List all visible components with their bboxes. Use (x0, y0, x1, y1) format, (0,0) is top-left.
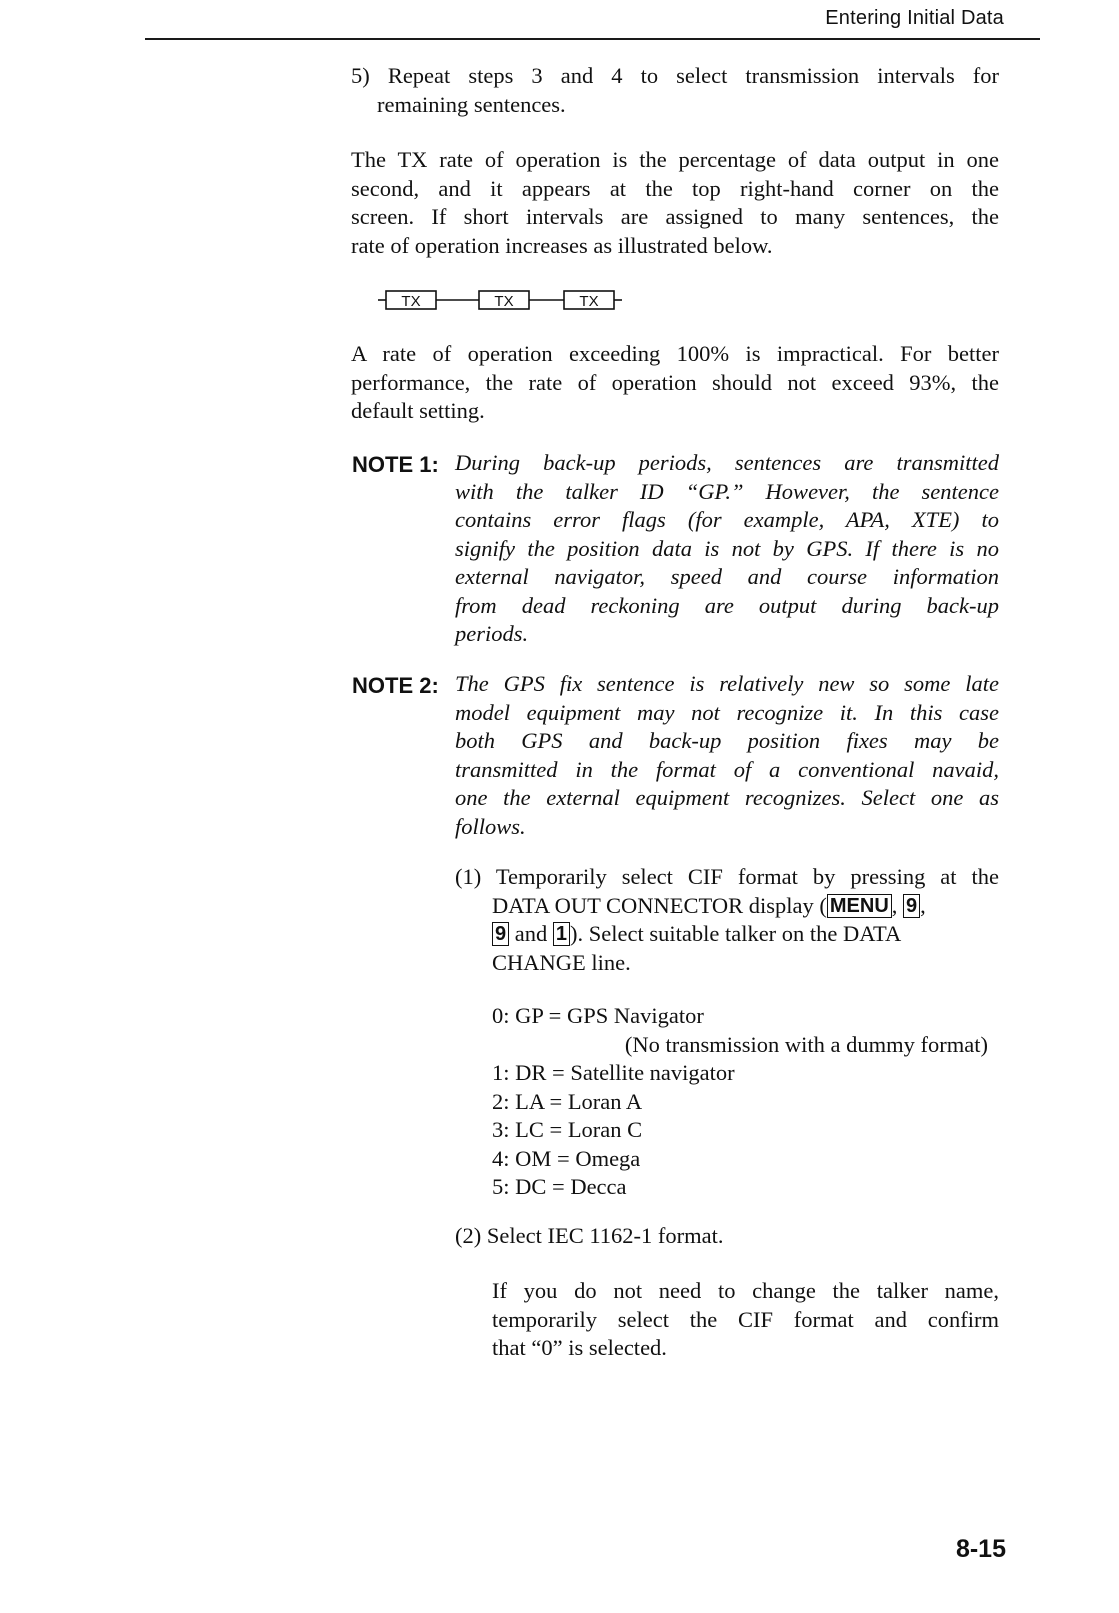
comma: , (891, 892, 898, 918)
sub-step-2-text: Select IEC 1162-1 format. (486, 1223, 724, 1248)
note-line: periods. (455, 621, 529, 646)
note-line: During back-up periods, sentences are transmitted (455, 450, 999, 475)
note-line: from dead reckoning are output during back-up (455, 592, 999, 618)
sub-step-1-text-2: DATA OUT CONNECTOR display ( (492, 892, 827, 918)
key-9: 9 (903, 894, 920, 918)
list-item: 4: OM = Omega (492, 1145, 641, 1171)
note-line: model equipment may not recognize it. In this case (455, 699, 999, 725)
sub-step-number: (1) (455, 864, 482, 889)
sub-step-1-line-3 (455, 920, 999, 949)
paragraph-line: screen. If short intervals are assigned to many sentences, the (351, 204, 999, 229)
note-line: one the external equipment recognizes. Select one as (455, 785, 999, 810)
list-item: (No transmission with a dummy format) (624, 1031, 988, 1057)
paragraph-line: second, and it appears at the top right-hand corner on the (351, 175, 999, 201)
step-number: 5) (351, 63, 370, 88)
list-item: 3: LC = Loran C (492, 1117, 643, 1142)
rate-paragraph (351, 340, 999, 426)
paragraph-line: temporarily select the CIF format and confirm (492, 1306, 999, 1332)
paragraph-line: If you do not need to change the talker name, (492, 1278, 999, 1303)
note-line: transmitted in the format of a conventional navaid, (455, 756, 999, 782)
tx-timing-diagram (378, 290, 628, 310)
note-line: with the talker ID “GP.” However, the sentence (455, 478, 999, 504)
note-line: The GPS fix sentence is relatively new so some late (455, 671, 999, 696)
paragraph-line: The TX rate of operation is the percentage of data output in one (351, 147, 999, 172)
note-line: external navigator, speed and course information (455, 564, 999, 589)
list-item: 0: GP = GPS Navigator (492, 1003, 704, 1028)
paragraph-line: performance, the rate of operation should not exceed 93%, the (351, 369, 999, 395)
key-1: 1 (553, 922, 570, 946)
list-item: 5: DC = Decca (492, 1174, 627, 1199)
tx-label: TX (494, 293, 514, 310)
tx-label: TX (579, 293, 599, 310)
header-divider (145, 38, 1040, 40)
note-1-label: NOTE 1: (352, 452, 439, 477)
sub-step-number: (2) (455, 1223, 482, 1248)
step-5-line-1 (351, 62, 999, 91)
sub-step-1-line-2 (455, 892, 999, 921)
list-item: 1: DR = Satellite navigator (492, 1060, 735, 1085)
sub-step-1 (455, 863, 999, 977)
note-line: contains error flags (for example, APA, XTE) to (455, 507, 999, 532)
paragraph-line: default setting. (351, 398, 485, 423)
paragraph-line: rate of operation increases as illustrated below. (351, 232, 773, 258)
sub-step-1-text-3: ). Select suitable talker on the DATA (570, 921, 902, 946)
page-header-title: Entering Initial Data (825, 7, 1004, 29)
tx-label: TX (401, 293, 421, 310)
paragraph-line: that “0” is selected. (492, 1335, 667, 1360)
tx-rate-paragraph (351, 146, 999, 260)
step-5 (351, 62, 999, 119)
sub-step-1-text-1: Temporarily select CIF format by pressing at the (495, 864, 1000, 889)
paragraph-line: A rate of operation exceeding 100% is impractical. For better (351, 341, 999, 366)
note-2-body (455, 670, 999, 841)
step-5-text-1: Repeat steps 3 and 4 to select transmission intervals for (387, 63, 999, 88)
note-line: follows. (455, 813, 526, 839)
note-1-body (455, 449, 999, 649)
sub-step-2 (455, 1222, 999, 1251)
closing-paragraph (492, 1277, 999, 1363)
key-9: 9 (492, 922, 509, 946)
step-5-line-2: remaining sentences. (377, 91, 566, 117)
note-2-label: NOTE 2: (352, 673, 439, 698)
note-line: both GPS and back-up position fixes may be (455, 728, 999, 753)
and-text: and (514, 921, 548, 946)
note-line: signify the position data is not by GPS. If there is no (455, 535, 999, 561)
page-number: 8-15 (955, 1535, 1006, 1563)
comma: , (920, 892, 926, 918)
menu-key: MENU (827, 894, 892, 918)
sub-step-1-line-4: CHANGE line. (492, 949, 631, 975)
talker-options-list (492, 1002, 999, 1202)
list-item: 2: LA = Loran A (492, 1088, 643, 1114)
sub-step-1-line-1 (455, 863, 999, 892)
sub-step-2-line (455, 1222, 999, 1251)
